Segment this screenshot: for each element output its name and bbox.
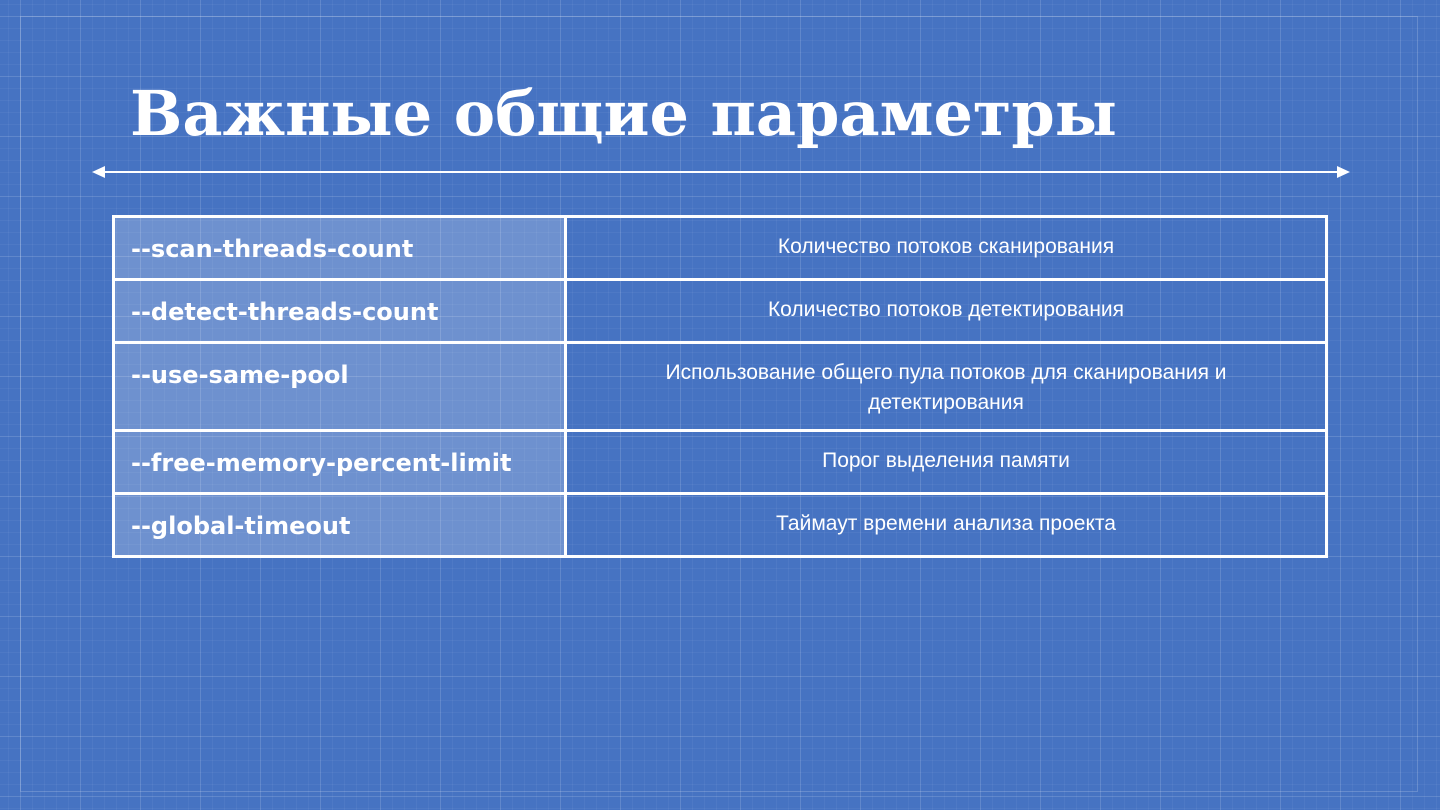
width-arrow-icon	[92, 162, 1350, 182]
table-row	[114, 217, 1327, 280]
slide-title: Важные общие параметры	[130, 77, 1117, 150]
table-row	[114, 343, 1327, 431]
param-name-cell: --global-timeout	[114, 494, 566, 557]
table-row	[114, 280, 1327, 343]
param-name-cell: --use-same-pool	[114, 343, 566, 431]
param-name-cell: --free-memory-percent-limit	[114, 431, 566, 494]
param-description-cell: Таймаут времени анализа проекта	[566, 494, 1327, 557]
param-description-cell: Количество потоков сканирования	[566, 217, 1327, 280]
param-description-cell: Порог выделения памяти	[566, 431, 1327, 494]
parameters-table	[112, 215, 1328, 558]
param-description-cell: Количество потоков детектирования	[566, 280, 1327, 343]
param-description-cell: Использование общего пула потоков для сканирования и детектирования	[566, 343, 1327, 431]
table-row	[114, 431, 1327, 494]
table-row	[114, 494, 1327, 557]
param-name-cell: --scan-threads-count	[114, 217, 566, 280]
param-name-cell: --detect-threads-count	[114, 280, 566, 343]
